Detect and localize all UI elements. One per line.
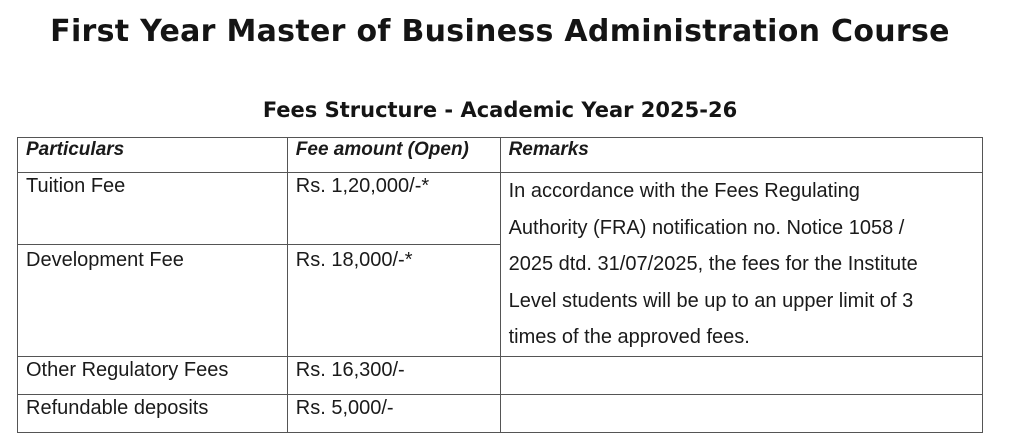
table-row [18,394,983,432]
table-header-row [18,138,983,173]
fees-table [17,137,983,433]
header-particulars: Particulars [18,138,288,173]
table-row [18,173,983,245]
remark-line: In accordance with the Fees Regulating [508,180,860,202]
refundable-deposits-remark [500,394,982,432]
other-regulatory-fees-label: Other Regulatory Fees [18,356,288,394]
header-remarks: Remarks [500,138,982,173]
tuition-fee-label: Tuition Fee [18,173,288,245]
other-regulatory-fees-amount: Rs. 16,300/- [287,356,500,394]
development-fee-amount: Rs. 18,000/-* [287,244,500,356]
fees-structure-subtitle: Fees Structure - Academic Year 2025-26 [262,98,738,122]
tuition-fee-amount: Rs. 1,20,000/-* [287,173,500,245]
development-fee-label: Development Fee [18,244,288,356]
other-regulatory-fees-remark [500,356,982,394]
fra-remarks [500,173,982,357]
refundable-deposits-amount: Rs. 5,000/- [287,394,500,432]
table-row [18,356,983,394]
remark-line: Authority (FRA) notification no. Notice 1058 / [508,216,905,239]
document-title: First Year Master of Business Administration Course [50,14,950,49]
remark-line: Level students will be up to an upper limit of 3 [508,289,914,312]
header-fee-amount: Fee amount (Open) [287,138,500,173]
refundable-deposits-label: Refundable deposits [18,394,288,432]
remark-line: 2025 dtd. 31/07/2025, the fees for the Institute [508,253,918,275]
remark-line: times of the approved fees. [508,326,750,348]
